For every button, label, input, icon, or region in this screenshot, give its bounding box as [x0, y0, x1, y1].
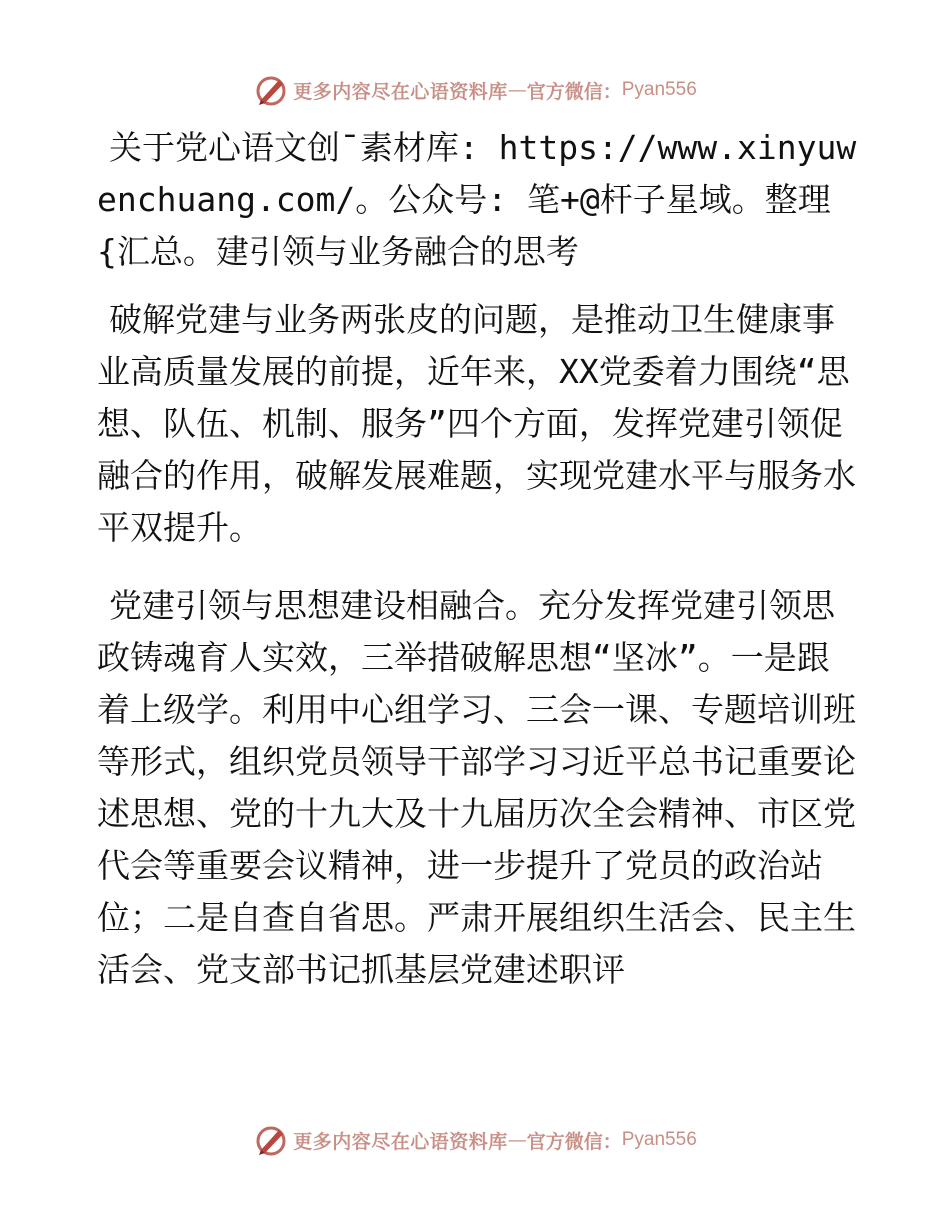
watermark-wechat-id: Pyan556: [621, 1129, 697, 1150]
watermark-sub-text: 官方微信：: [526, 1130, 622, 1153]
header-watermark: [0, 70, 950, 110]
watermark-main-text: 更多内容尽在心语资料库: [293, 1130, 508, 1153]
pen-circle-logo-icon: [253, 72, 289, 108]
watermark-sub-text: 官方微信：: [526, 80, 622, 103]
pen-circle-logo-icon: [253, 1122, 289, 1158]
watermark-main-text: 更多内容尽在心语资料库: [293, 80, 508, 103]
paragraph-overview: 破解党建与业务两张皮的问题，是推动卫生健康事业高质量发展的前提，近年来，XX党委着力围绕“思想、队伍、机制、服务”四个方面，发挥党建引领促融合的作用，破解发展难题，实现党建水平与服务水平双提升。: [97, 300, 856, 547]
watermark-separator: —: [507, 79, 527, 101]
paragraph-thought-building: 党建引领与思想建设相融合。充分发挥党建引领思政铸魂育人实效，三举措破解思想“坚冰”。一是跟着上级学。利用中心组学习、三会一课、专题培训班等形式，组织党员领导干部学习习近平总书记重要论述思想、党的十九大及十九届历次全会精神、市区党代会等重要会议精神，进一步提升了党员的政治站位；二是自查自省思。严肃开展组织生活会、民主生活会、党支部书记抓基层党建述职评: [97, 586, 856, 989]
document-body: [97, 122, 857, 996]
paragraph-intro: 关于党心语文创¯素材库: https://www.xinyuwenchuang.com/。公众号: 笔+@杆子星域。整理{汇总。建引领与业务融合的思考: [97, 128, 857, 271]
watermark-separator: —: [507, 1129, 527, 1151]
footer-watermark: [0, 1120, 950, 1160]
watermark-wechat-id: Pyan556: [621, 79, 697, 100]
